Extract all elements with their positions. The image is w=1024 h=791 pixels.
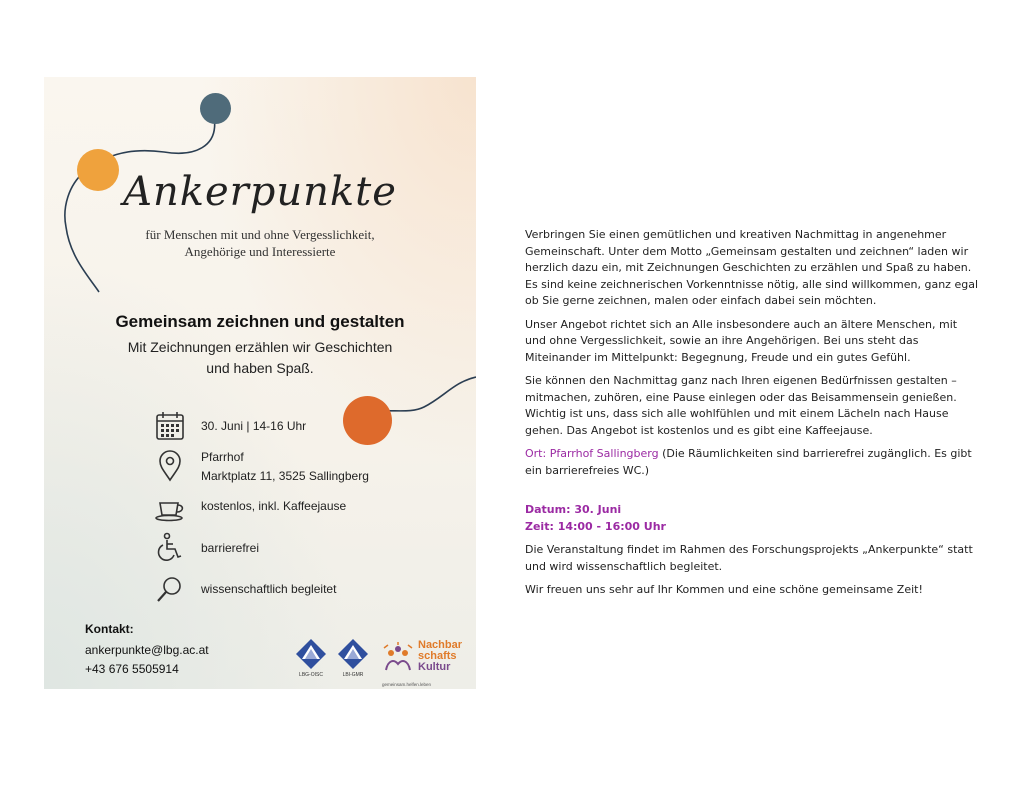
event-cost: kostenlos, inkl. Kaffeejause [201,499,347,513]
flyer-subheadline-1: Mit Zeichnungen erzählen wir Geschichten [127,339,393,355]
event-accessibility: barrierefrei [201,541,260,555]
location-label: Ort: Pfarrhof Sallingberg [525,447,659,460]
event-time-line: Zeit: 14:00 - 16:00 Uhr [525,519,666,533]
brand-title: Ankerpunkte [123,169,397,215]
nachbarschafts-kultur-logo [380,640,416,676]
event-date: 30. Juni | 14-16 Uhr [201,419,307,433]
nk-line-3: Kultur [418,661,451,673]
paragraph-closing: Wir freuen uns sehr auf Ihr Kommen und eine schöne gemeinsame Zeit! [525,583,923,596]
location-note: (Die Räumlichkeiten sind barrierefrei zugänglich. Es gibt ein barrierefreies WC.) [525,447,972,477]
contact-heading: Kontakt: [85,622,134,636]
wheelchair-icon [154,532,186,564]
calendar-icon [154,410,186,442]
event-description [525,227,980,606]
lbi-gmr-logo [336,637,370,671]
event-science: wissenschaftlich begleitet [201,582,337,596]
event-flyer [44,77,476,689]
lbi-gmr-label: LBI-GMR [342,672,364,678]
nk-line-2: schafts [418,650,457,662]
coffee-cup-icon [154,493,186,525]
subtitle-line-1: für Menschen mit und ohne Vergesslichkeit, [145,227,375,242]
event-place-address: Marktplatz 11, 3525 Sallingberg [201,469,369,483]
paragraph-audience: Unser Angebot richtet sich an Alle insbesondere auch an ältere Menschen, mit und ohne Vergesslichkeit, sowie an ihre Angehörigen. Bei uns steht das Miteinander im Mittelpunkt: Begegnung, Freude und ein gutes Gefühl. [525,317,958,364]
event-place-name: Pfarrhof [201,450,244,464]
magnifier-icon [154,574,186,606]
nk-tagline: gemeinsam.helfen.leben [382,682,432,687]
nk-line-1: Nachbar [418,639,463,651]
paragraph-intro: Verbringen Sie einen gemütlichen und kreativen Nachmittag in angenehmer Gemeinschaft. Unter dem Motto „Gemeinsam gestalten und zeichnen“ laden wir herzlich dazu ein, mit Zeichnungen Geschichten zu erzählen und Spaß zu haben. Es sind keine zeichnerischen Vorkenntnisse nötig, alle sind willkommen, ganz egal ob Sie gerne zeichnen, malen oder einfach dabei sein möchten. [525,228,979,307]
flyer-headline: Gemeinsam zeichnen und gestalten [115,312,405,331]
orange-dot [343,396,392,445]
paragraph-location [525,446,980,479]
location-pin-icon [154,450,186,482]
event-date-line: Datum: 30. Juni [525,503,622,516]
lbg-oisc-label: LBG-OISC [299,672,323,678]
subtitle-line-2: Angehörige und Interessierte [184,244,336,259]
lbg-oisc-logo [294,637,328,671]
contact-email[interactable]: ankerpunkte@lbg.ac.at [85,643,209,657]
paragraph-flexibility: Sie können den Nachmittag ganz nach Ihren eigenen Bedürfnissen gestalten – mitmachen, zuhören, eine Pause einlegen oder das Beisammensein genießen. Wichtig ist uns, dass sich alle wohlfühlen und mit einem Lächeln nach Hause gehen. Das Angebot ist kostenlos und es gibt eine Kaffeejause. [525,374,957,437]
flyer-subheadline-2: und haben Spaß. [206,360,314,376]
contact-phone[interactable]: +43 676 5505914 [85,662,179,676]
blue-dot [200,93,231,124]
paragraph-research: Die Veranstaltung findet im Rahmen des Forschungsprojekts „Ankerpunkte“ statt und wird wissenschaftlich begleitet. [525,543,973,573]
